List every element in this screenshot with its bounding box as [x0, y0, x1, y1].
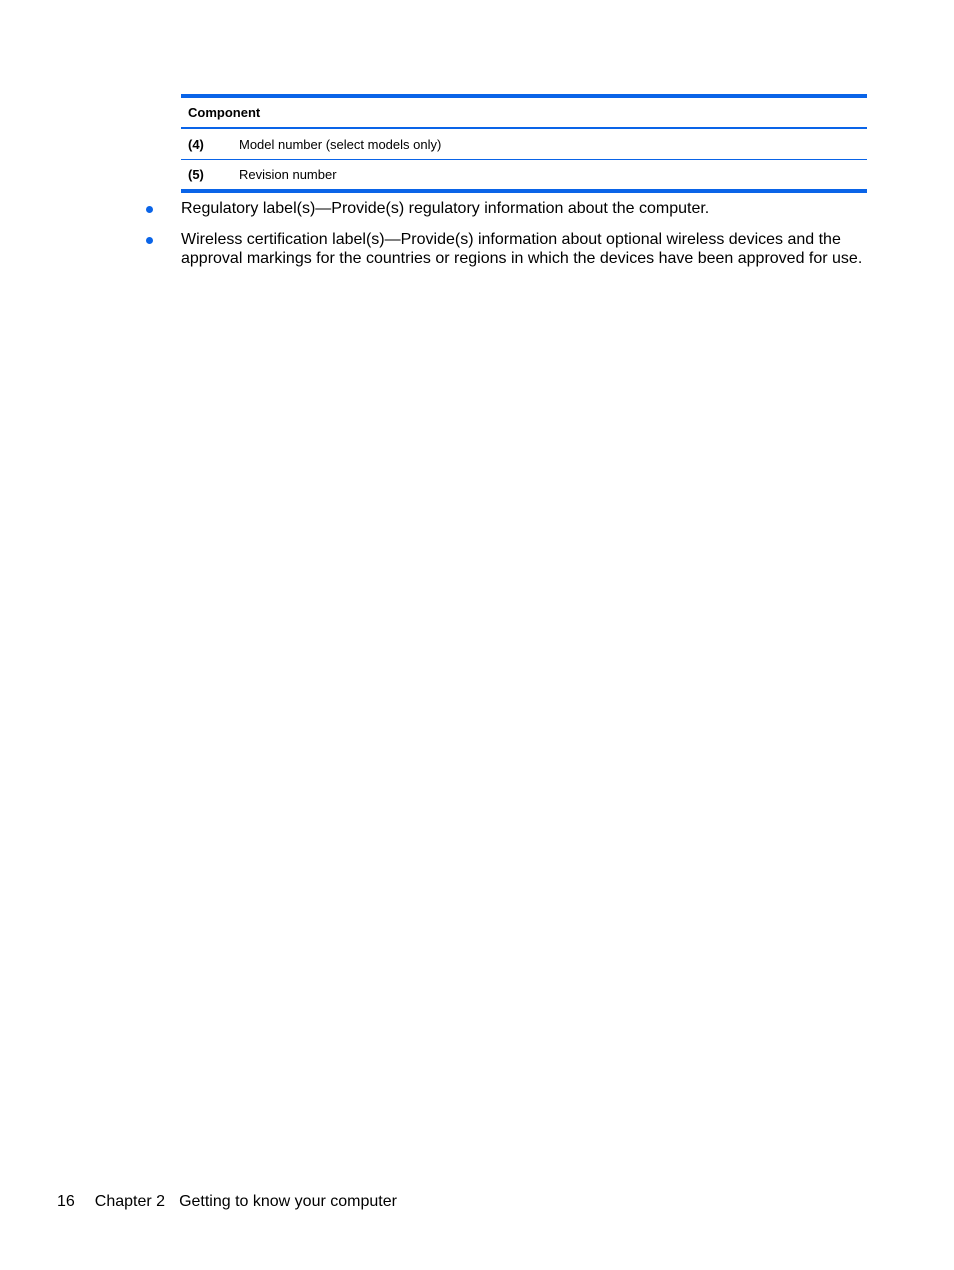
table-header-label: Component	[188, 105, 261, 120]
row-description: Model number (select models only)	[239, 136, 442, 152]
bullet-icon	[146, 206, 153, 213]
chapter-title: Getting to know your computer	[179, 1193, 397, 1210]
row-description: Revision number	[239, 167, 337, 182]
row-number: (5)	[188, 167, 204, 182]
label-bullet-list	[140, 199, 880, 280]
component-table	[181, 94, 867, 193]
chapter-label: Chapter 2	[94, 1193, 166, 1210]
list-item	[140, 230, 880, 268]
row-number: (4)	[188, 136, 204, 152]
page-footer	[57, 1192, 397, 1211]
bullet-text: Regulatory label(s)—Provide(s) regulatory information about the computer.	[181, 200, 710, 217]
bullet-text: Wireless certification label(s)—Provide(s) information about optional wireless devices and the approval markings for the countries or regions in which the devices have been approved for use.	[181, 231, 863, 267]
table-row	[181, 129, 867, 159]
list-item	[140, 199, 880, 218]
table-row	[181, 159, 867, 189]
bullet-icon	[146, 237, 153, 244]
page-number: 16	[57, 1193, 75, 1210]
table-header	[181, 98, 867, 129]
